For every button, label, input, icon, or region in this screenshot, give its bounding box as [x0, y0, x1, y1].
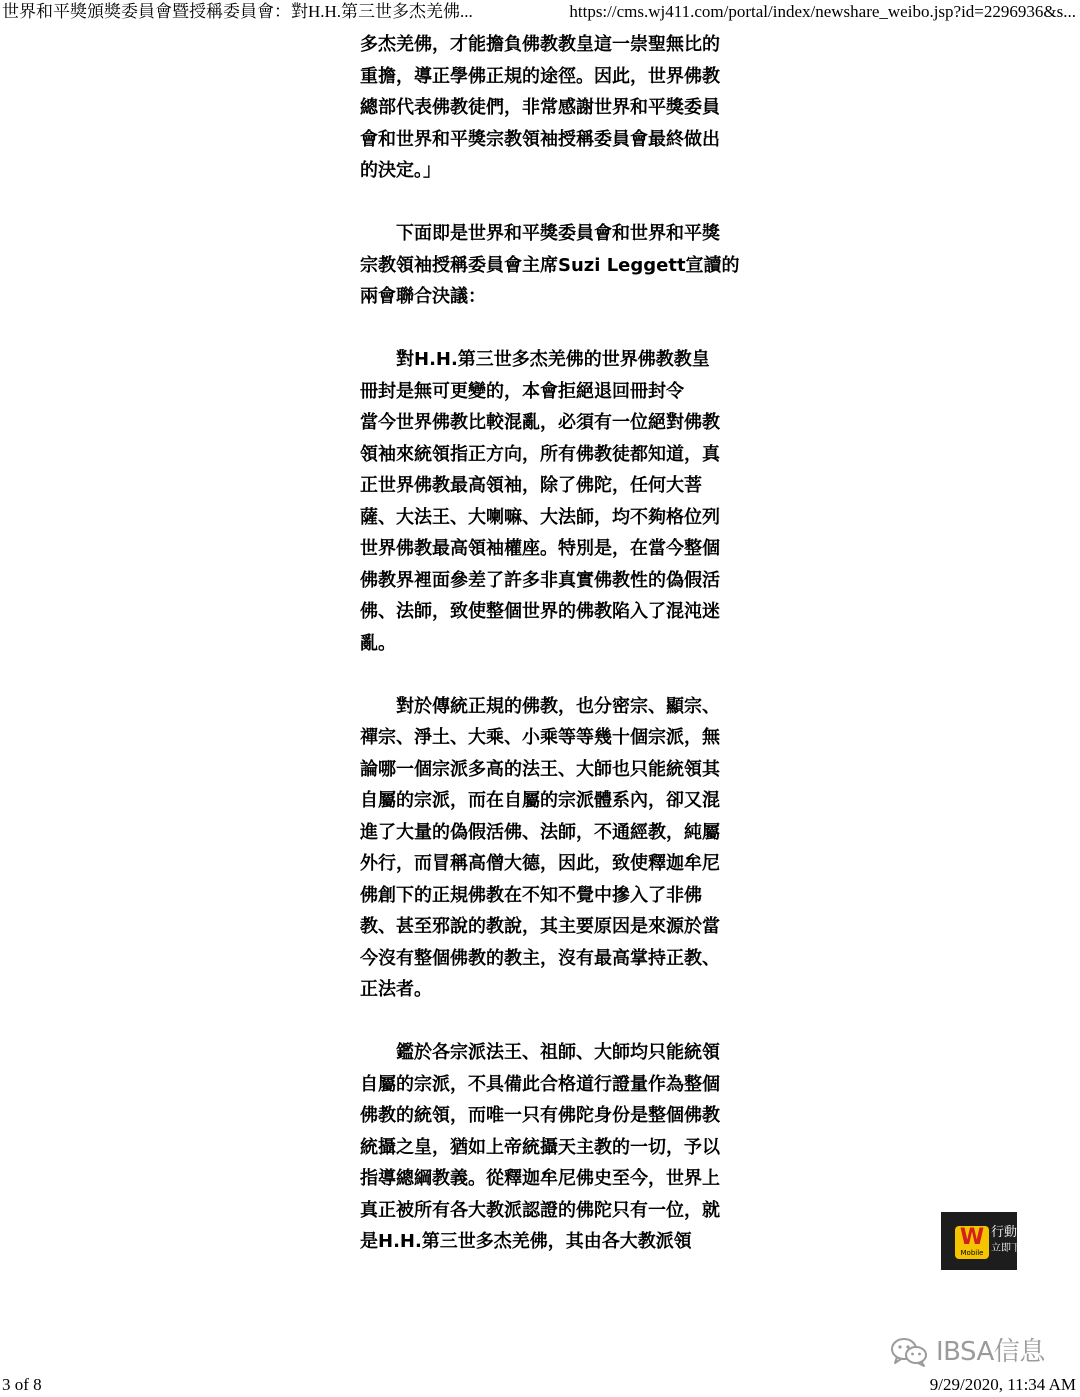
text-line: 佛創下的正規佛教在不知不覺中摻入了非佛 [360, 884, 702, 906]
promo-subtext: 立即下 [991, 1243, 1021, 1254]
text-line: 真正被所有各大教派認證的佛陀只有一位，就 [360, 1199, 720, 1221]
paragraph [360, 344, 722, 659]
text-line: 佛教界裡面參差了許多非真實佛教性的偽假活 [360, 569, 720, 591]
logo-sub: Mobile [960, 1249, 984, 1257]
text-line: 對H.H.第三世多杰羌佛的世界佛教教皇 [396, 349, 710, 370]
text-line: 今沒有整個佛教的教主，沒有最高掌持正教、 [360, 947, 720, 969]
text-line: 對於傳統正規的佛教，也分密宗、顯宗、 [396, 695, 720, 717]
print-datetime: 9/29/2020, 11:34 AM [929, 1375, 1076, 1394]
page-url[interactable]: https://cms.wj411.com/portal/index/newshare_weibo.jsp?id=2296936&s... [569, 2, 1076, 21]
text-line: 領袖來統領指正方向，所有佛教徒都知道，真 [360, 443, 720, 465]
paragraph [360, 691, 722, 1006]
text-line: 多杰羌佛，才能擔負佛教教皇這一崇聖無比的 [360, 34, 720, 55]
text-line: 進了大量的偽假活佛、法師，不通經教，純屬 [360, 821, 720, 843]
text-line: 冊封是無可更變的，本會拒絕退回冊封令 [360, 380, 684, 402]
text-line: 指導總綱教義。從釋迦牟尼佛史至今，世界上 [360, 1168, 720, 1189]
text-line: 自屬的宗派，不具備此合格道行證量作為整個 [360, 1073, 720, 1095]
text-line: 是H.H.第三世多杰羌佛，其由各大教派領 [360, 1231, 692, 1252]
text-line: 兩會聯合決議： [360, 286, 486, 307]
wj-mobile-logo-icon [955, 1226, 989, 1259]
text-line: 薩、大法王、大喇嘛、大法師，均不夠格位列 [360, 506, 720, 528]
text-line: 禪宗、淨土、大乘、小乘等等幾十個宗派，無 [360, 727, 720, 748]
text-line: 會和世界和平獎宗教領袖授稱委員會最終做出 [360, 128, 720, 150]
text-line: 亂。 [360, 632, 396, 654]
text-line: 佛教的統領，而唯一只有佛陀身份是整個佛教 [360, 1105, 720, 1126]
text-line: 當今世界佛教比較混亂，必須有一位絕對佛教 [360, 412, 720, 433]
promo-text: 行動 [991, 1225, 1018, 1240]
article-body [360, 29, 740, 1289]
text-line: 總部代表佛教徒們，非常感謝世界和平獎委員 [360, 97, 720, 118]
page-number: 3 of 8 [2, 1375, 42, 1394]
text-line: 重擔，導正學佛正規的途徑。因此，世界佛教 [360, 65, 720, 87]
text-line: 自屬的宗派，而在自屬的宗派體系內，卻又混 [360, 790, 720, 811]
mobile-app-promo[interactable] [941, 1212, 1021, 1270]
text-line: 下面即是世界和平獎委員會和世界和平獎 [396, 223, 720, 244]
watermark [890, 1332, 1045, 1372]
print-footer [0, 1374, 1080, 1396]
paragraph [360, 218, 740, 313]
text-line: 外行，而冒稱高僧大德，因此，致使釋迦牟尼 [360, 853, 720, 874]
print-header [0, 0, 1080, 24]
text-line: 正世界佛教最高領袖，除了佛陀，任何大菩 [360, 475, 702, 496]
paragraph [360, 1037, 722, 1258]
logo-letter: W [959, 1225, 985, 1250]
text-line: 統攝之皇，猶如上帝統攝天主教的一切，予以 [360, 1136, 720, 1158]
page-title: 世界和平獎頒獎委員會暨授稱委員會：對H.H.第三世多杰羌佛... [2, 2, 473, 21]
paragraph [360, 29, 722, 187]
text-line: 正法者。 [360, 979, 432, 1000]
text-line: 佛、法師，致使整個世界的佛教陷入了混沌迷 [360, 601, 720, 622]
text-line: 宗教領袖授稱委員會主席Suzi Leggett宣讀的 [360, 254, 740, 276]
text-line: 鑑於各宗派法王、祖師、大師均只能統領 [396, 1042, 720, 1063]
text-line: 的決定。」 [360, 160, 441, 181]
text-line: 教、甚至邪說的教說，其主要原因是來源於當 [360, 916, 720, 937]
watermark-text: IBSA信息 [936, 1337, 1045, 1367]
wechat-icon [890, 1336, 928, 1368]
text-line: 論哪一個宗派多高的法王、大師也只能統領其 [360, 758, 720, 780]
text-line: 世界佛教最高領袖權座。特別是，在當今整個 [360, 538, 720, 559]
